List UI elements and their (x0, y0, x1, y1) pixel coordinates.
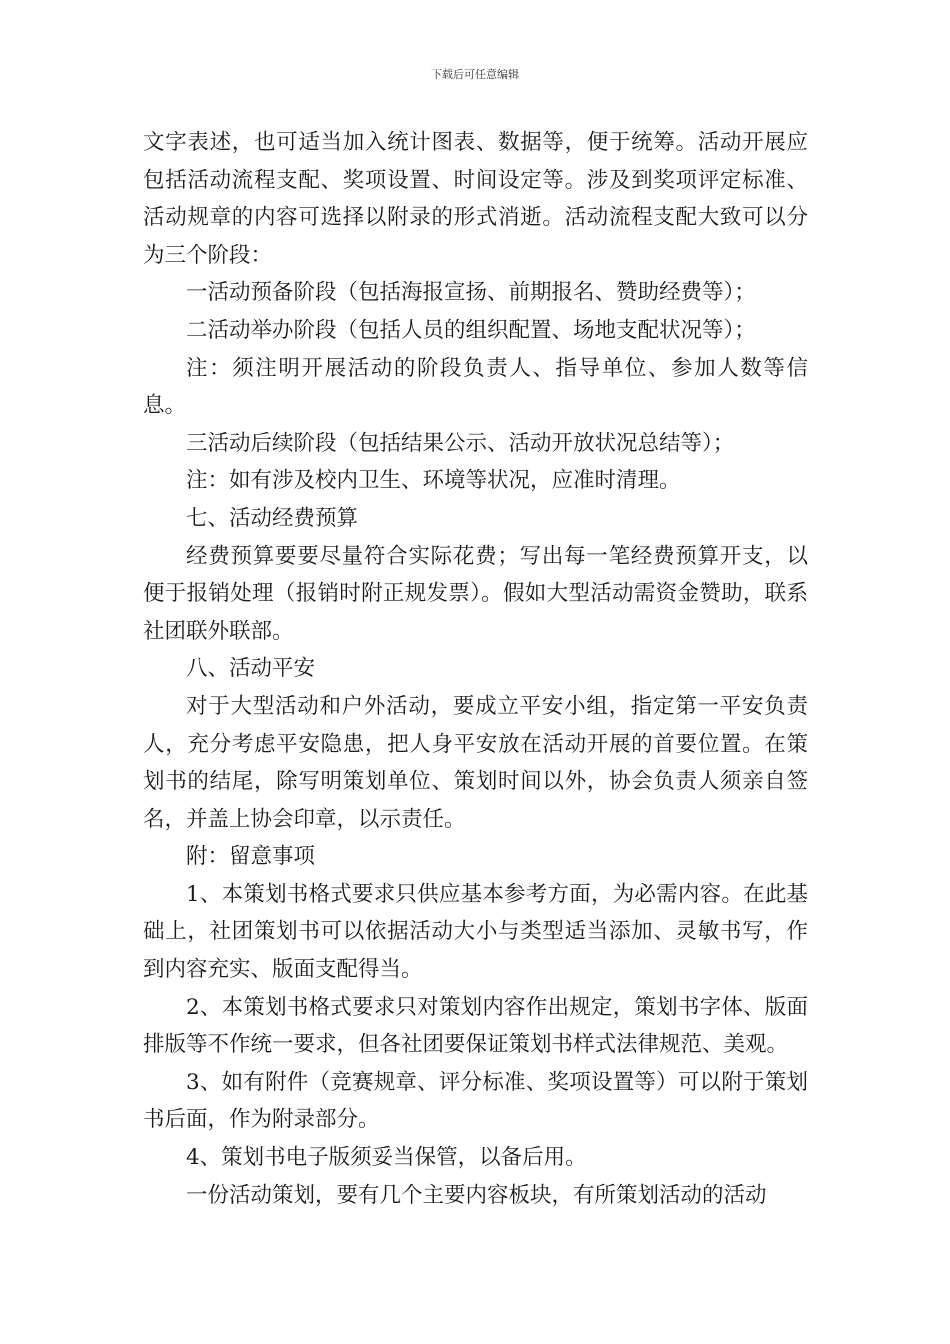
paragraph: 一活动预备阶段（包括海报宣扬、前期报名、赞助经费等）； (186, 280, 756, 306)
list-item: 4、策划书电子版须妥当保管，以备后用。 (186, 1145, 587, 1171)
list-item: 1、本策划书格式要求只供应基本参考方面，为必需内容。在此基础上，社团策划书可以依据活动大小与类型适当添加、灵敏书写，作到内容充实、版面支配得当。 (143, 881, 808, 983)
paragraph: 注：须注明开展活动的阶段负责人、指导单位、参加人数等信息。 (143, 355, 808, 419)
section-heading: 附：留意事项 (186, 844, 316, 870)
paragraph: 二活动举办阶段（包括人员的组织配置、场地支配状况等）； (186, 317, 756, 343)
document-body (143, 124, 808, 1214)
paragraph: 对于大型活动和户外活动，要成立平安小组，指定第一平安负责人，充分考虑平安隐患，把人身平安放在活动开展的首要位置。在策划书的结尾，除写明策划单位、策划时间以外，协会负责人须亲自签名，并盖上协会印章，以示责任。 (143, 693, 808, 832)
paragraph: 注：如有涉及校内卫生、环境等状况，应准时清理。 (186, 468, 681, 494)
list-item: 3、如有附件（竞赛规章、评分标准、奖项设置等）可以附于策划书后面，作为附录部分。 (143, 1069, 808, 1133)
paragraph: 一份活动策划，要有几个主要内容板块，有所策划活动的活动 (186, 1182, 767, 1208)
page-header: 下载后可任意编辑 (431, 68, 519, 81)
section-heading: 八、活动平安 (186, 656, 316, 682)
list-item: 2、本策划书格式要求只对策划内容作出规定，策划书字体、版面排版等不作统一要求，但各社团要保证策划书样式法律规范、美观。 (143, 994, 808, 1058)
paragraph: 三活动后续阶段（包括结果公示、活动开放状况总结等）； (186, 430, 735, 456)
paragraph: 文字表述，也可适当加入统计图表、数据等，便于统筹。活动开展应包括活动流程支配、奖项设置、时间设定等。涉及到奖项评定标准、活动规章的内容可选择以附录的形式消逝。活动流程支配大致可以分为三个阶段： (143, 130, 808, 268)
section-heading: 七、活动经费预算 (186, 505, 359, 531)
paragraph: 经费预算要要尽量符合实际花费；写出每一笔经费预算开支，以便于报销处理（报销时附正规发票）。假如大型活动需资金赞助，联系社团联外联部。 (143, 543, 808, 644)
